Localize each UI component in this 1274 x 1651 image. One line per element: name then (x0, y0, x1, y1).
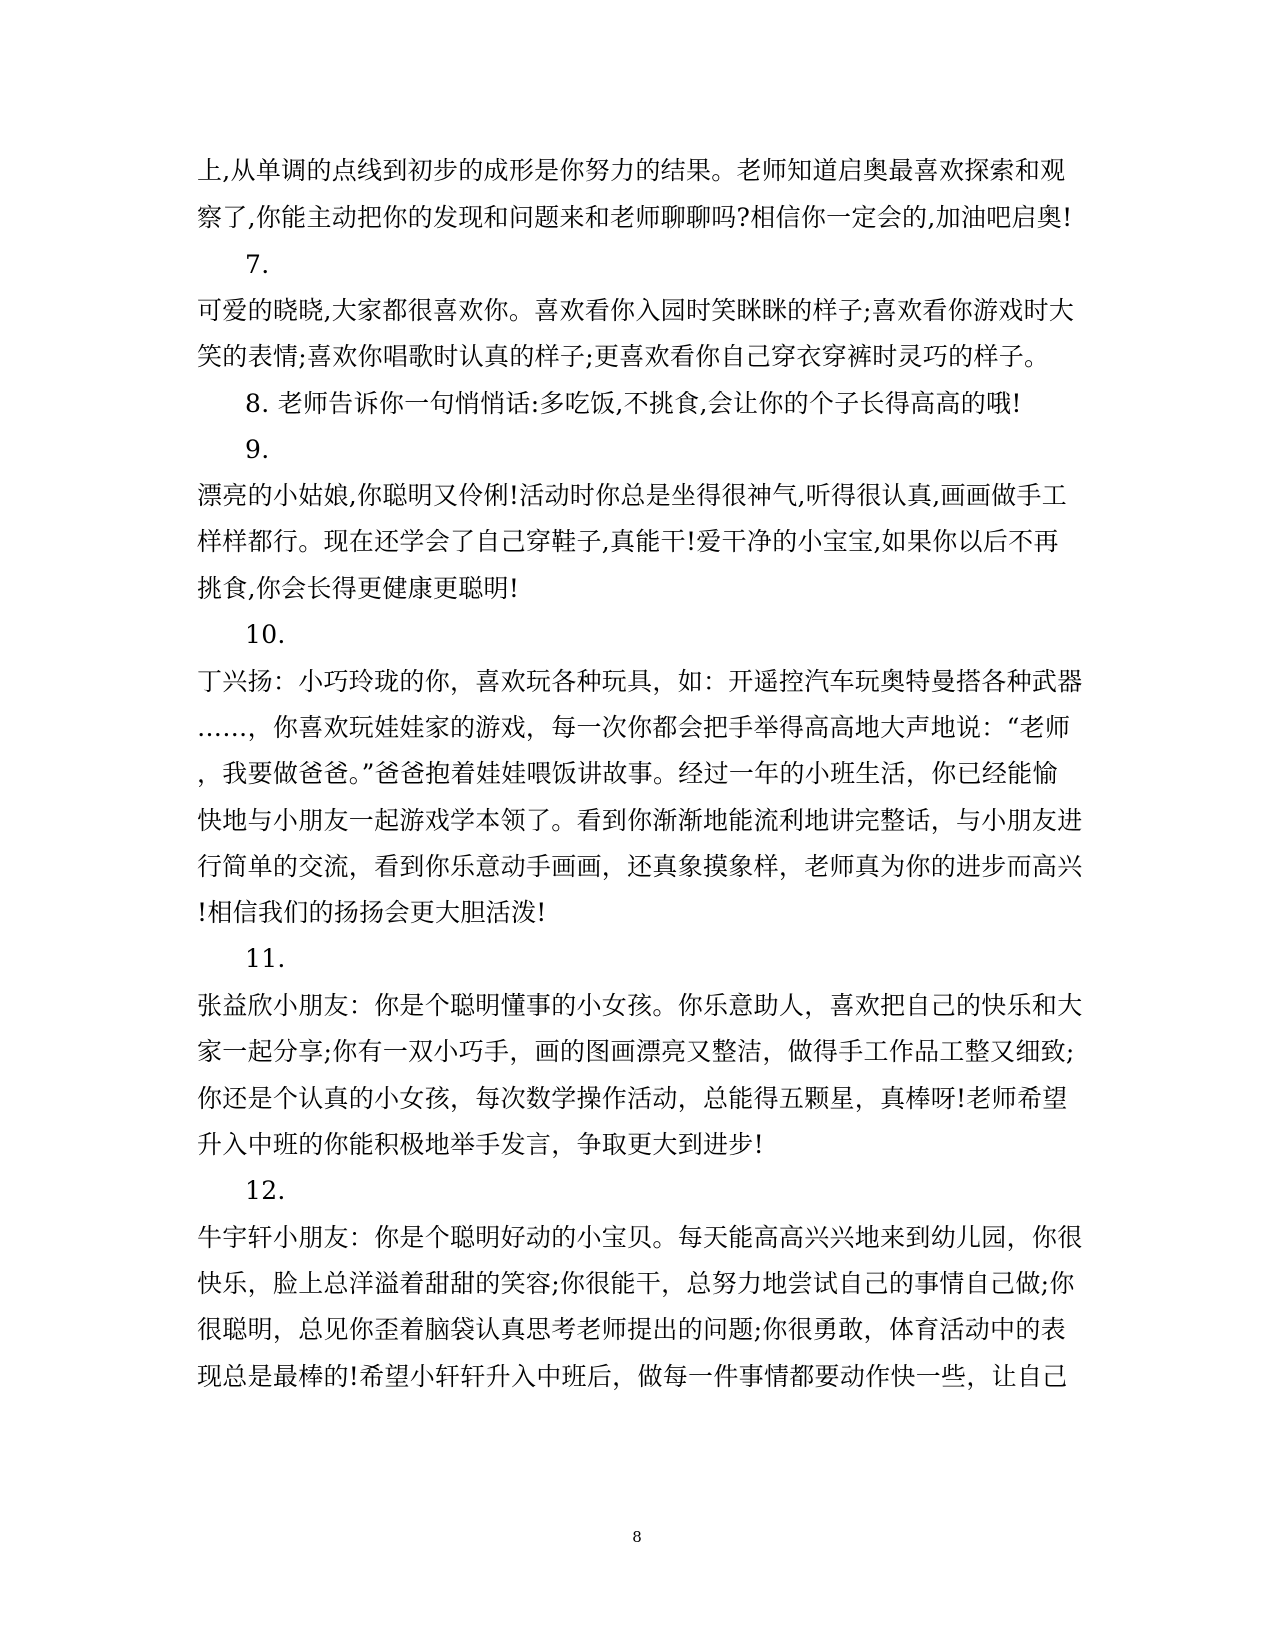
text-line: 上,从单调的点线到初步的成形是你努力的结果。老师知道启奥最喜欢探索和观 (197, 156, 1066, 185)
text-line: 快地与小朋友一起游戏学本领了。看到你渐渐地能流利地讲完整话，与小朋友进 (197, 806, 1083, 835)
text-line: 牛宇轩小朋友：你是个聪明好动的小宝贝。每天能高高兴兴地来到幼儿园，你很 (197, 1223, 1083, 1252)
text-line: 样样都行。现在还学会了自己穿鞋子,真能干!爱干净的小宝宝,如果你以后不再 (197, 527, 1059, 556)
text-line: 现总是最棒的!希望小轩轩升入中班后，做每一件事情都要动作快一些，让自己 (197, 1362, 1068, 1391)
text-line: 行简单的交流，看到你乐意动手画画，还真象摸象样，老师真为你的进步而高兴 (197, 852, 1083, 881)
item-number: 12. (245, 1176, 286, 1205)
item-number: 11. (245, 944, 286, 973)
text-line: 升入中班的你能积极地举手发言，争取更大到进步! (197, 1130, 764, 1159)
text-line: ……，你喜欢玩娃娃家的游戏，每一次你都会把手举得高高地大声地说：“老师 (197, 713, 1071, 742)
text-line: 家一起分享;你有一双小巧手，画的图画漂亮又整洁，做得手工作品工整又细致; (197, 1037, 1075, 1066)
item-number: 9. (245, 435, 270, 464)
text-line: 8. 老师告诉你一句悄悄话:多吃饭,不挑食,会让你的个子长得高高的哦! (245, 389, 1022, 418)
text-line: 很聪明，总见你歪着脑袋认真思考老师提出的问题;你很勇敢，体育活动中的表 (197, 1315, 1066, 1344)
page-number: 8 (632, 1528, 642, 1546)
text-line: 张益欣小朋友：你是个聪明懂事的小女孩。你乐意助人，喜欢把自己的快乐和大 (197, 991, 1083, 1020)
item-number: 10. (245, 620, 286, 649)
text-line: 可爱的晓晓,大家都很喜欢你。喜欢看你入园时笑眯眯的样子;喜欢看你游戏时大 (197, 296, 1075, 325)
text-line: 笑的表情;喜欢你唱歌时认真的样子;更喜欢看你自己穿衣穿裤时灵巧的样子。 (197, 342, 1050, 371)
text-line: 快乐，脸上总洋溢着甜甜的笑容;你很能干，总努力地尝试自己的事情自己做;你 (197, 1269, 1075, 1298)
text-line: !相信我们的扬扬会更大胆活泼! (197, 898, 547, 927)
text-line: 察了,你能主动把你的发现和问题来和老师聊聊吗?相信你一定会的,加油吧启奥! (197, 203, 1073, 232)
text-line: 挑食,你会长得更健康更聪明! (197, 574, 520, 603)
text-line: 你还是个认真的小女孩，每次数学操作活动，总能得五颗星，真棒呀!老师希望 (197, 1084, 1068, 1113)
text-line: ，我要做爸爸。”爸爸抱着娃娃喂饭讲故事。经过一年的小班生活，你已经能愉 (197, 759, 1058, 788)
text-line: 丁兴扬：小巧玲珑的你，喜欢玩各种玩具，如：开遥控汽车玩奥特曼搭各种武器 (197, 667, 1083, 696)
item-number: 7. (245, 250, 270, 279)
text-line: 漂亮的小姑娘,你聪明又伶俐!活动时你总是坐得很神气,听得很认真,画画做手工 (197, 481, 1067, 510)
